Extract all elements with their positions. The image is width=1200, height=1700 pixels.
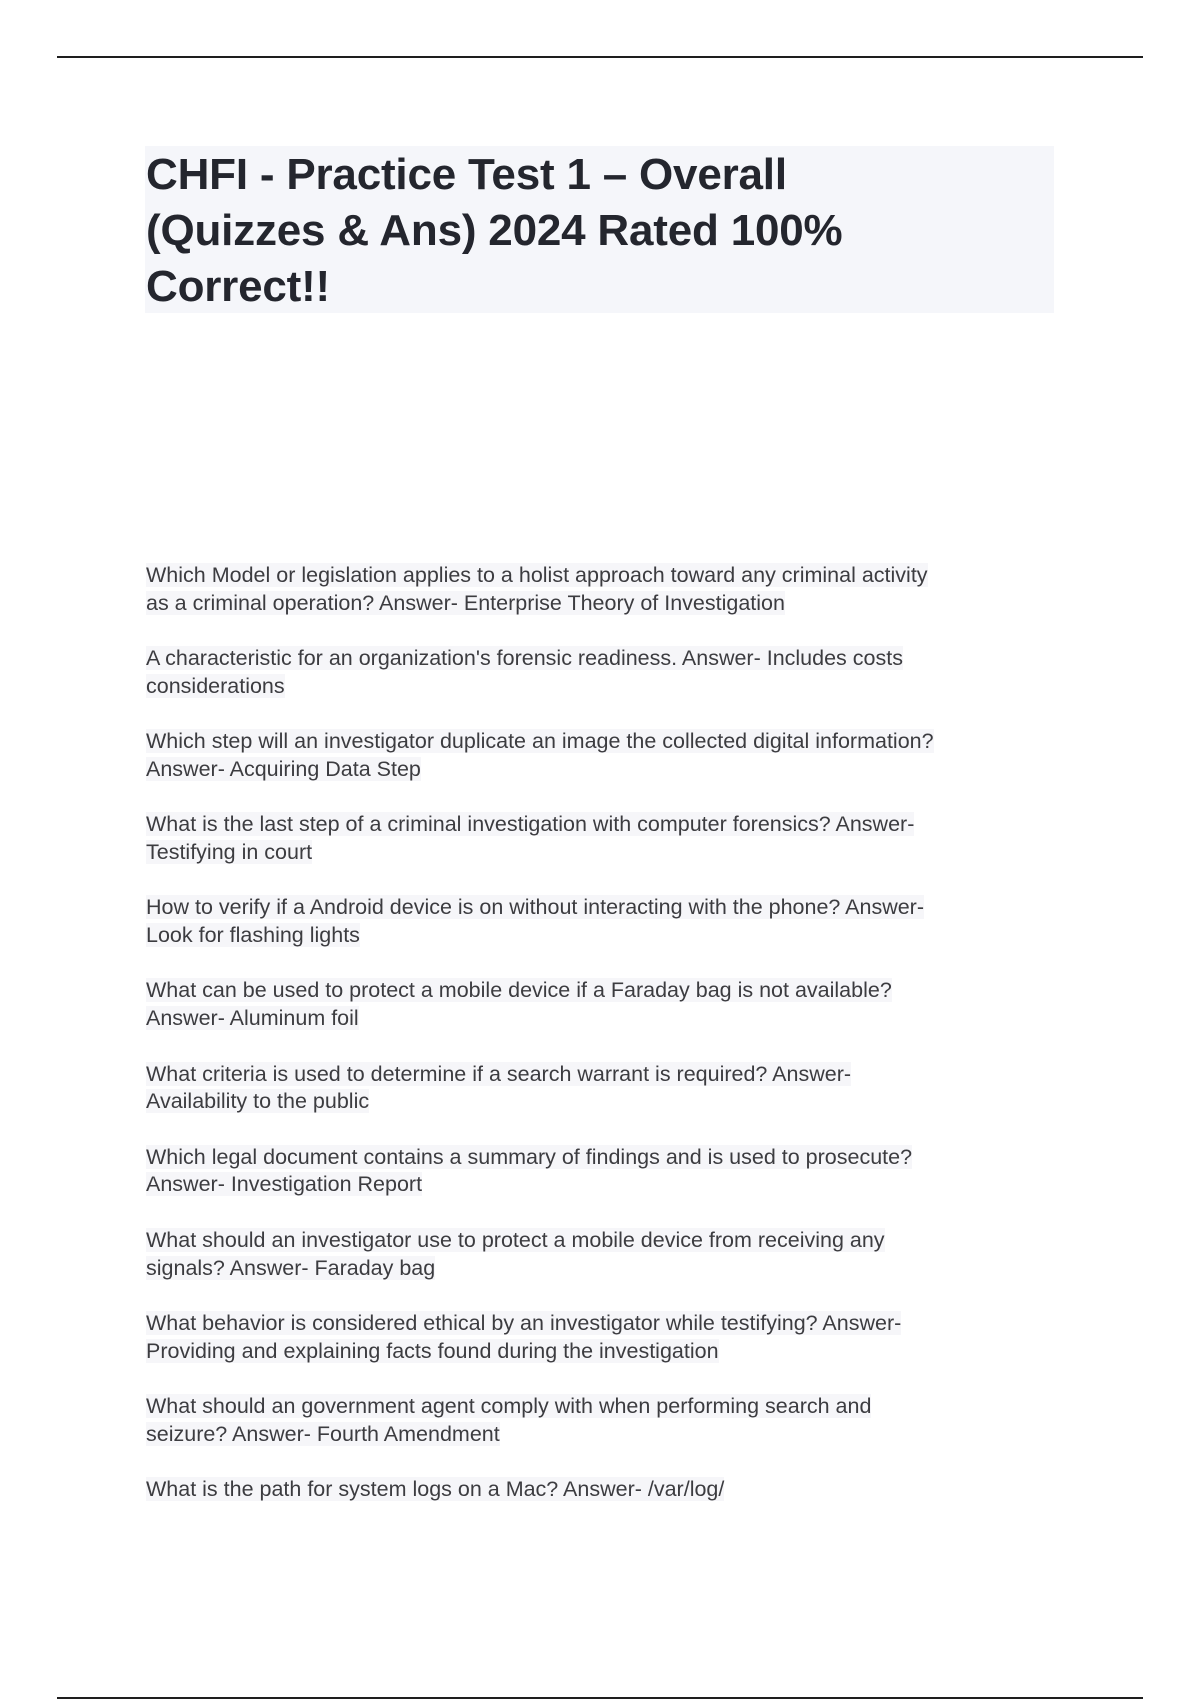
qa-line: Answer- Investigation Report — [146, 1172, 423, 1197]
title-line: Correct!! — [146, 262, 330, 311]
qa-line: Availability to the public — [146, 1089, 370, 1114]
qa-line: Answer- Acquiring Data Step — [146, 756, 421, 781]
qa-line: What behavior is considered ethical by an investigator while testifying? Answer- — [146, 1310, 902, 1335]
qa-line: seizure? Answer- Fourth Amendment — [146, 1421, 500, 1446]
qa-line: Which legal document contains a summary of findings and is used to prosecute? — [146, 1144, 913, 1169]
qa-line: Providing and explaining facts found during the investigation — [146, 1338, 719, 1363]
qa-line: What criteria is used to determine if a search warrant is required? Answer- — [146, 1061, 852, 1086]
qa-line: What is the path for system logs on a Mac? Answer- /var/log/ — [146, 1477, 725, 1502]
qa-item — [146, 1227, 1046, 1283]
qa-item — [146, 811, 1046, 867]
qa-list — [146, 562, 1046, 1531]
title-block — [145, 146, 1054, 313]
qa-line: Testifying in court — [146, 840, 313, 865]
qa-item — [146, 562, 1046, 618]
header-rule — [57, 56, 1143, 58]
qa-item — [146, 1393, 1046, 1449]
title-line: (Quizzes & Ans) 2024 Rated 100% — [146, 206, 843, 255]
qa-item — [146, 645, 1046, 701]
qa-line: A characteristic for an organization's forensic readiness. Answer- Includes costs — [146, 646, 903, 671]
qa-line: as a criminal operation? Answer- Enterprise Theory of Investigation — [146, 590, 785, 615]
qa-line: What can be used to protect a mobile device if a Faraday bag is not available? — [146, 978, 892, 1003]
qa-line: What is the last step of a criminal investigation with computer forensics? Answer- — [146, 812, 915, 837]
qa-item — [146, 894, 1046, 950]
qa-item — [146, 1061, 1046, 1117]
document-title — [146, 147, 1054, 315]
qa-line: Answer- Aluminum foil — [146, 1006, 359, 1031]
qa-line: signals? Answer- Faraday bag — [146, 1255, 436, 1280]
qa-item — [146, 1310, 1046, 1366]
title-line: CHFI - Practice Test 1 – Overall — [146, 150, 787, 199]
qa-line: Look for flashing lights — [146, 923, 360, 948]
qa-line: Which Model or legislation applies to a holist approach toward any criminal activity — [146, 563, 928, 587]
footer-rule — [57, 1697, 1143, 1699]
qa-line: Which step will an investigator duplicate an image the collected digital information? — [146, 729, 934, 754]
qa-item — [146, 728, 1046, 784]
qa-item — [146, 1476, 1046, 1504]
qa-line: considerations — [146, 673, 285, 698]
qa-line: What should an government agent comply with when performing search and — [146, 1393, 872, 1418]
qa-item — [146, 1144, 1046, 1200]
qa-line: What should an investigator use to protect a mobile device from receiving any — [146, 1227, 885, 1252]
qa-line: How to verify if a Android device is on without interacting with the phone? Answer- — [146, 895, 924, 920]
qa-item — [146, 977, 1046, 1033]
